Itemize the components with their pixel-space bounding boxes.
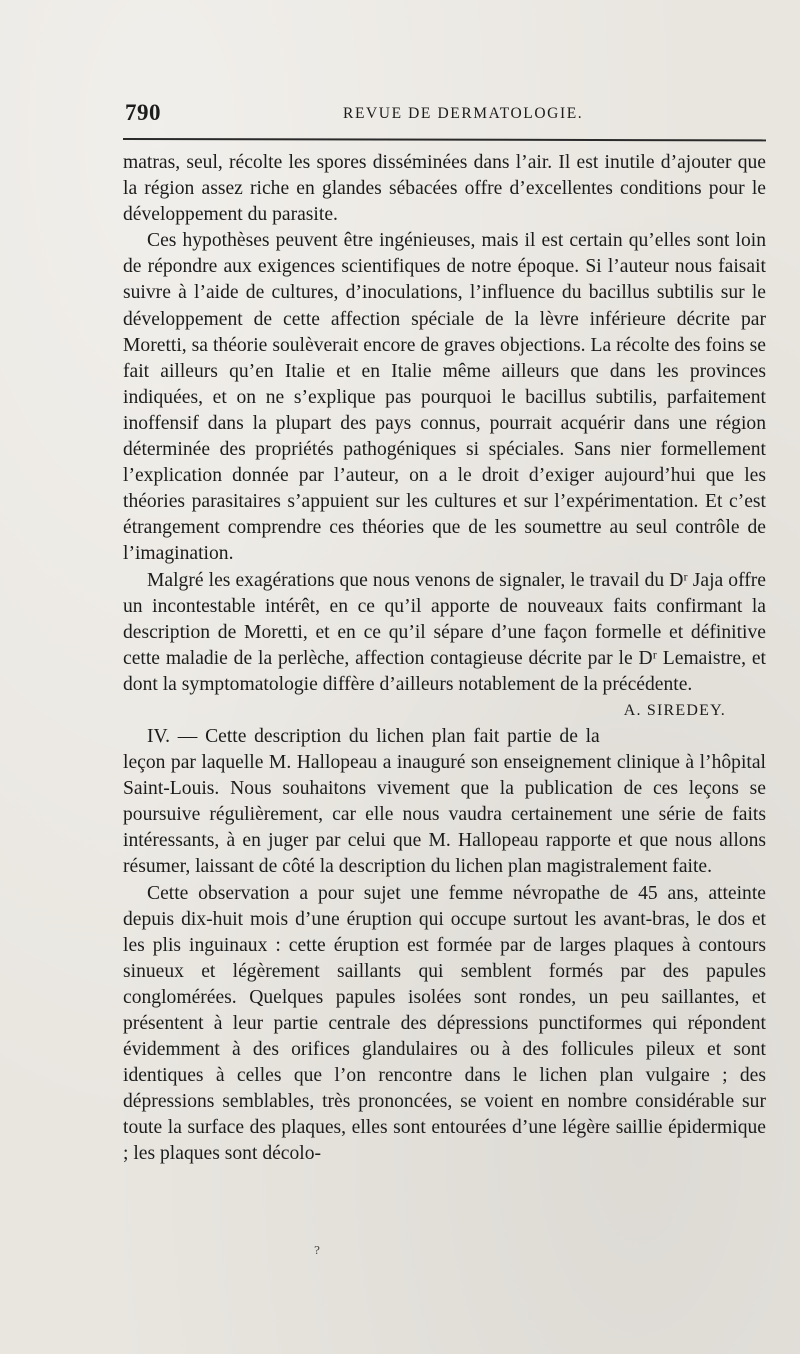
journal-title: REVUE DE DERMATOLOGIE. bbox=[343, 105, 584, 122]
paragraph: Cette observation a pour sujet une femme névropathe de 45 ans, atteinte depuis dix-huit mois d’une éruption qui occupe surtout les avant-bras, le dos et les plis inguinaux : cette éruption est formée par de larges plaques à contours sinueux et légèrement saillants qui semblent formés par des papules conglomérées. Quelques papules isolées sont rondes, un peu saillantes, et présentent à leur partie centrale des dépressions punctiformes qui répondent évidemment à des orifices glandulaires ou à des follicules pileux et sont identiques à celles que l’on rencontre dans le lichen plan vulgaire ; des dépressions semblables, très prononcées, se voient en nombre considérable sur toute la surface des plaques, elles sont entourées d’une légère saillie épidermique ; les plaques sont décolo- bbox=[123, 882, 766, 1165]
page-number: 790 bbox=[125, 100, 161, 125]
header-rule bbox=[123, 138, 766, 141]
paragraph-text: Malgré les exagérations que nous venons de signaler, le travail du Dʳ Jaja offre un incontestable intérêt, en ce qu’il apporte de nouveaux faits confirmant la description de Moretti, et en ce qu’il sépare d’une façon formelle et définitive cette maladie de la perlèche, affection contagieuse décrite par le Dʳ Lemaistre, et dont la symptomatologie diffère d’ailleurs notablement de la précédente. bbox=[123, 569, 766, 695]
body-text bbox=[123, 150, 766, 1168]
footer-mark: ? bbox=[314, 1244, 320, 1257]
paragraph: Ces hypothèses peuvent être ingénieuses, mais il est certain qu’elles sont loin de répondre aux exigences scientifiques de notre époque. Si l’auteur nous faisait suivre à l’aide de cultures, d’inoculations, l’influence du bacillus subtilis sur le développement de cette affection spéciale de la lèvre inférieure décrite par Moretti, sa théorie soulèverait encore de graves objections. La récolte des foins se fait ailleurs qu’en Italie et en Italie même ailleurs que dans les provinces indiquées, et on ne s’explique pas pourquoi le bacillus subtilis, parfaitement inoffensif dans la plupart des pays connus, pourrait acquérir dans une région déterminée des propriétés pathogéniques si spéciales. Sans nier formellement l’explication donnée par l’auteur, on a le droit d’exiger aujourd’hui que les théories parasitaires s’appuient sur les cultures et sur l’expérimentation. Et c’est étrangement comprendre ces théories que de les soumettre au seul contrôle de l’imagination. bbox=[123, 230, 766, 565]
document-page bbox=[123, 98, 766, 1168]
paragraph bbox=[123, 568, 766, 719]
signature: A. SIREDEY. bbox=[623, 701, 726, 719]
paragraph: IV. — Cette description du lichen plan fait partie de la leçon par laquelle M. Hallopeau a inauguré son enseignement clinique à l’hôpital Saint-Louis. Nous souhaitons vivement que la publication de ces leçons se poursuive régulièrement, car elle nous vaudra certainement une série de faits intéressants, à en juger par celui que M. Hallopeau rapporte et que nous allons résumer, laissant de côté la description du lichen plan magistralement faite. bbox=[123, 725, 766, 878]
running-head bbox=[123, 98, 766, 128]
paragraph: matras, seul, récolte les spores disséminées dans l’air. Il est inutile d’ajouter que la région assez riche en glandes sébacées offre d’excellentes conditions pour le développement du parasite. bbox=[123, 152, 766, 226]
